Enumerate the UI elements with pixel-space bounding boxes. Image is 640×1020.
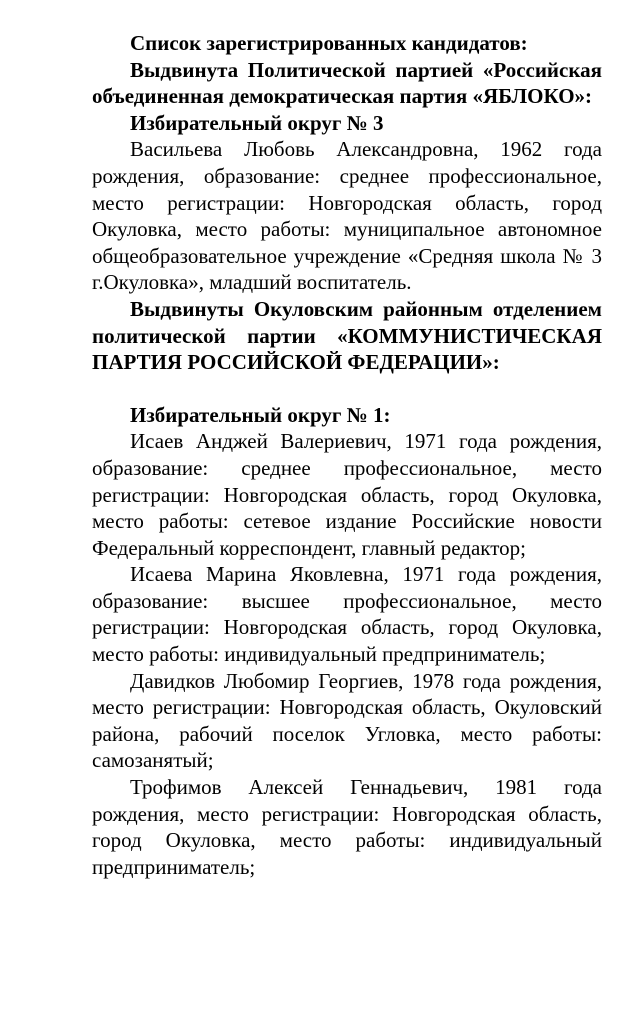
document-page bbox=[92, 30, 602, 880]
candidate-entry: Исаев Анджей Валериевич, 1971 года рождения, образование: среднее профессиональное, место регистрации: Новгородская область, город Окуловка, место работы: сетевое издание Российские новости Федеральный корреспондент, главный редактор; bbox=[92, 429, 602, 560]
candidate-entry: Трофимов Алексей Геннадьевич, 1981 года рождения, место регистрации: Новгородская область, город Окуловка, место работы: индивидуальный предприниматель; bbox=[92, 775, 602, 879]
candidate-entry: Давидков Любомир Георгиев, 1978 года рождения, место регистрации: Новгородская область, Окуловский района, рабочий поселок Угловка, место работы: самозанятый; bbox=[92, 668, 602, 773]
district-heading-1: Избирательный округ № 1: bbox=[130, 402, 391, 427]
district-heading-3: Избирательный округ № 3 bbox=[130, 110, 384, 135]
candidate-entry: Васильева Любовь Александровна, 1962 года рождения, образование: среднее профессиональное, место регистрации: Новгородская область, город Окуловка, место работы: муниципальное автономное общеобразовательное учреждение «Средняя школа № 3 г.Окуловка», младший воспитатель. bbox=[92, 137, 602, 295]
section-heading-kprf: Выдвинуты Окуловским районным отделением политической партии «КОММУНИСТИЧЕСКАЯ ПАРТИЯ РОССИЙСКОЙ ФЕДЕРАЦИИ»: bbox=[92, 296, 602, 375]
document-title: Список зарегистрированных кандидатов: bbox=[130, 31, 528, 55]
section-heading-yabloko: Выдвинута Политической партией «Российская объединенная демократическая партия «ЯБЛОКО»: bbox=[92, 57, 602, 109]
candidate-entry: Исаева Марина Яковлевна, 1971 года рождения, образование: высшее профессиональное, место регистрации: Новгородская область, город Окуловка, место работы: индивидуальный предприниматель; bbox=[92, 562, 602, 667]
spacer bbox=[92, 376, 602, 402]
